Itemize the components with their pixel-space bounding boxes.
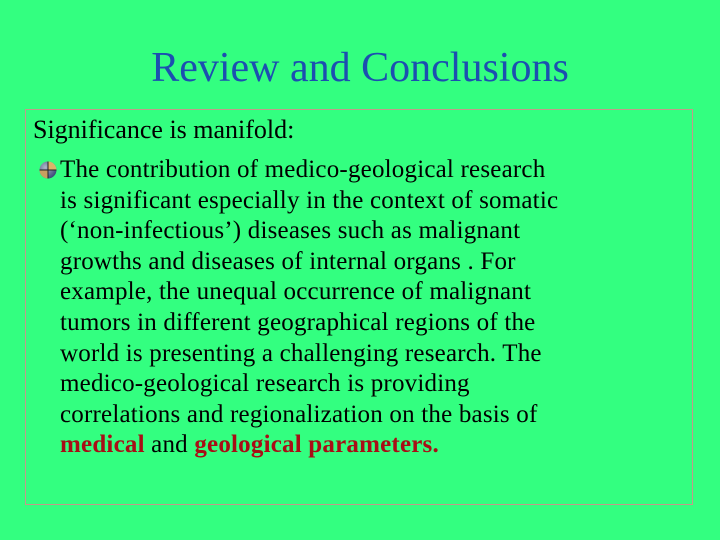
paragraph-line: correlations and regionalization on the basis of: [60, 400, 538, 428]
paragraph-line: tumors in different geographical regions of the: [60, 308, 536, 336]
connector-text: and: [144, 431, 195, 459]
paragraph-line: (‘non-infectious’) diseases such as malignant: [60, 217, 521, 245]
paragraph-line: The contribution of medico-geological research: [60, 156, 546, 183]
paragraph-last-line: [60, 430, 690, 461]
slide-title: Review and Conclusions: [151, 45, 569, 91]
paragraph-line: world is presenting a challenging research. The: [60, 339, 542, 367]
globe-bullet-icon: [38, 160, 58, 180]
paragraph-line: example, the unequal occurrence of malignant: [60, 278, 532, 306]
content-box: [25, 109, 693, 505]
intro-text: Significance is manifold:: [33, 115, 295, 144]
paragraph-line: medico-geological research is providing: [60, 370, 470, 398]
paragraph-line: is significant especially in the context of somatic: [60, 186, 559, 214]
highlight-geological-parameters: geological parameters.: [194, 431, 439, 459]
highlight-medical: medical: [60, 431, 145, 459]
bullet-paragraph: [60, 155, 690, 461]
paragraph-line: growths and diseases of internal organs . For: [60, 247, 516, 275]
